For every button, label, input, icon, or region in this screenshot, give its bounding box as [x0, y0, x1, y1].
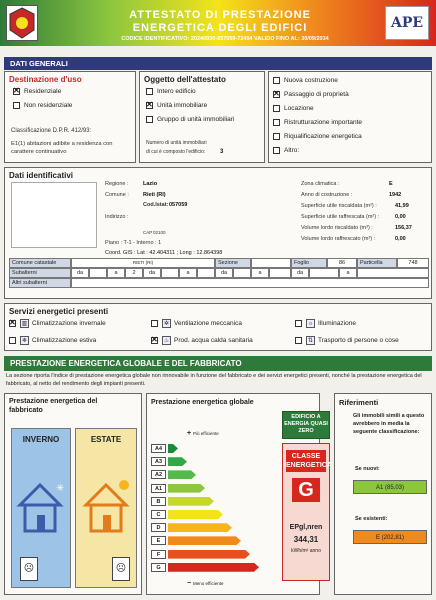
destinazione-box: [4, 71, 136, 163]
checkbox-non-residenziale[interactable]: [13, 102, 20, 109]
globale-title: Prestazione energetica globale: [151, 399, 254, 406]
regione-value: Lazio: [143, 181, 158, 187]
section-dati-generali: DATI GENERALI: [4, 57, 432, 70]
checkbox-clima-invernale[interactable]: [9, 320, 16, 327]
fabbricato-title: Prestazione energetica del fabbricato: [9, 398, 98, 414]
energy-class-label: E: [151, 536, 166, 545]
energy-class-scale: [151, 444, 281, 579]
estate-panel: [75, 428, 137, 588]
option-gruppo-unita[interactable]: Gruppo di unità immobiliari: [146, 116, 234, 123]
energy-class-e: [151, 536, 281, 545]
ep-label: EPgl,nren: [289, 524, 323, 531]
energy-class-a2: [151, 470, 281, 479]
prestazione-intro: La sezione riporta l'indice di prestazione energetica globale non rinnovabile in funzione del fabbricato e dei servizi energetici presenti, nonché la prestazione energetica del fabbricato, al netto del rendimento degli impianti presenti.: [6, 373, 422, 387]
checkbox-passaggio-proprieta[interactable]: [273, 91, 280, 98]
comune-catastale-label: Comune catastale: [9, 258, 71, 268]
servizio-clima-invernale[interactable]: ✕▥ Climatizzazione invernale: [9, 319, 106, 328]
fan-icon: ✲: [163, 321, 170, 327]
oggetto-box: [139, 71, 265, 163]
energy-class-a3: [151, 457, 281, 466]
cap-value: 02100: [153, 230, 166, 235]
checkbox-nuova-costruzione[interactable]: [273, 77, 280, 84]
energy-class-label: A1: [151, 484, 166, 493]
servizio-trasporto[interactable]: ⇅ Trasporto di persone o cose: [295, 336, 399, 345]
numero-unita-label-2: di cui è composto l'edificio:: [146, 149, 206, 155]
classe-panel: [282, 443, 330, 581]
energy-class-label: G: [151, 563, 166, 572]
energy-class-bar: [168, 550, 250, 559]
inverno-panel: [11, 428, 71, 588]
energy-class-label: C: [151, 510, 166, 519]
estate-label: ESTATE: [90, 435, 122, 444]
header-code-line: CODICE IDENTIFICATIVO: 20240930-057059-72494 VALIDO FINO AL: 30/09/2034: [121, 36, 329, 42]
anno-value: 1942: [389, 192, 402, 198]
checkbox-trasporto[interactable]: [295, 337, 302, 344]
energy-class-c: [151, 510, 281, 519]
riferimenti-text: Gli immobili simili a questo avrebbero in media la seguente classificazione:: [353, 413, 425, 435]
inverno-quality-icon: ☹: [20, 557, 38, 581]
checkbox-illuminazione[interactable]: [295, 320, 302, 327]
inverno-label: INVERNO: [22, 435, 60, 444]
se-esistenti-value: E (202,81): [353, 530, 427, 544]
header-title-2: ENERGETICA DEGLI EDIFICI: [132, 22, 308, 34]
checkbox-residenziale[interactable]: [13, 88, 20, 95]
numero-unita-label-1: Numero di unità immobiliari: [146, 140, 207, 146]
sup-raff-value: 0,00: [395, 214, 406, 220]
riferimenti-box: [334, 393, 432, 595]
energy-class-label: D: [151, 523, 166, 532]
fabbricato-box: [4, 393, 142, 595]
motivo-box: [268, 71, 432, 163]
ep-value: 344,31: [293, 535, 319, 544]
se-esistenti-label: Se esistenti:: [355, 516, 388, 522]
classificazione-label: Classificazione D.P.R. 412/93:: [11, 128, 92, 134]
elevator-icon: ⇅: [307, 338, 314, 344]
section-prestazione: PRESTAZIONE ENERGETICA GLOBALE E DEL FABBRICATO: [4, 356, 432, 371]
ape-logo: APE: [385, 6, 429, 40]
zona-value: E: [389, 181, 393, 187]
classificazione-value: E1(1) abitazioni adibite a residenza con carattere continuativo: [11, 141, 113, 155]
riferimenti-title: Riferimenti: [339, 398, 379, 407]
vol-risc-value: 156,37: [395, 225, 412, 231]
coord-gis: Coord. GIS : Lat : 42.404311 ; Long : 12.864398: [105, 250, 223, 256]
numero-unita-value: 3: [220, 149, 224, 155]
energy-class-b: [151, 497, 281, 506]
nzeb-badge: EDIFICIO A ENERGIA QUASI ZERO: [282, 411, 330, 439]
option-unita-immobiliare[interactable]: ✕Unità immobiliare: [146, 102, 207, 109]
comune-catastale-value: RIETI (RI): [71, 258, 215, 268]
servizi-box: [4, 303, 432, 351]
piano-interno: Piano : T-1 - Interno : 1: [105, 240, 162, 246]
checkbox-ristrutturazione[interactable]: [273, 119, 280, 126]
option-nuova-costruzione[interactable]: Nuova costruzione: [273, 77, 338, 84]
checkbox-altro[interactable]: [273, 147, 280, 154]
building-photo-placeholder: [11, 182, 97, 248]
dati-identificativi-title: Dati identificativi: [9, 171, 74, 180]
option-locazione[interactable]: Locazione: [273, 105, 314, 112]
checkbox-gruppo-unita[interactable]: [146, 116, 153, 123]
house-summer-icon: [76, 471, 138, 541]
energy-class-bar: [168, 563, 259, 572]
energy-class-label: A3: [151, 457, 166, 466]
energy-class-bar: [168, 523, 232, 532]
energy-class-label: A2: [151, 470, 166, 479]
energy-class-g: [151, 563, 281, 572]
option-intero-edificio[interactable]: Intero edificio: [146, 88, 196, 95]
se-nuovi-value: A1 (85,03): [353, 480, 427, 494]
energy-class-a1: [151, 484, 281, 493]
oggetto-title: Oggetto dell'attestato: [144, 75, 226, 84]
energy-class-f: [151, 550, 281, 559]
energy-class-bar: [168, 457, 187, 466]
checkbox-riqualificazione[interactable]: [273, 133, 280, 140]
energy-class-bar: [168, 444, 178, 453]
servizio-ventilazione[interactable]: ✲ Ventilazione meccanica: [151, 319, 242, 328]
vol-raff-value: 0,00: [395, 236, 406, 242]
option-residenziale[interactable]: ✕Residenziale: [13, 88, 61, 95]
particella-value: 748: [397, 258, 429, 268]
servizio-clima-estiva[interactable]: ❄ Climatizzazione estiva: [9, 336, 96, 345]
se-nuovi-label: Se nuovi:: [355, 466, 380, 472]
cod-istat-value: 057059: [169, 202, 188, 208]
servizi-title: Servizi energetici presenti: [9, 307, 109, 316]
option-altro[interactable]: Altro:: [273, 147, 299, 154]
energy-class-bar: [168, 536, 241, 545]
destinazione-title: Destinazione d'uso: [9, 75, 82, 84]
comune-value: Rieti (RI): [143, 192, 166, 198]
checkbox-locazione[interactable]: [273, 105, 280, 112]
classe-value: G: [292, 478, 320, 502]
svg-text:✳: ✳: [56, 483, 65, 494]
meno-efficiente-label: − Meno efficiente: [187, 580, 224, 587]
option-non-residenziale[interactable]: Non residenziale: [13, 102, 72, 109]
tap-icon: ♨: [163, 338, 170, 344]
header-title-1: ATTESTATO DI PRESTAZIONE: [129, 9, 311, 21]
energy-class-bar: [168, 497, 214, 506]
energy-class-d: [151, 523, 281, 532]
energy-class-bar: [168, 484, 205, 493]
checkbox-unita-immobiliare[interactable]: [146, 102, 153, 109]
subalterno-da-value: 2: [125, 268, 143, 278]
emblem-logo: [6, 5, 38, 41]
energy-class-bar: [168, 470, 196, 479]
classe-label: CLASSE ENERGETICA: [286, 450, 326, 472]
dati-identificativi-box: Dati identificativi Regione : Lazio Comune : Rieti (RI) Cod.Istat: 057059 Indirizzo : CAP 02100 Piano : T-1 - Interno : 1 Coord. GIS : Lat : 42.404311 ; Long : 12.864398 Zona climatica : E Anno di costruzione : 1942 Superficie utile riscaldata (m²) : 41,99 Superficie utile raffrescata (m²) : 0,00 Volume lordo riscaldato (m³) : 156,37 Volume lordo raffrescato (m³) : 0,00 Comune catastale RIETI (RI) Sezione Foglio 86 Particella 748 Subalterni da a 2 da a da a da a Altri subalterni: [4, 167, 432, 299]
option-riqualificazione[interactable]: Riqualificazione energetica: [273, 133, 362, 140]
checkbox-ventilazione[interactable]: [151, 320, 158, 327]
energy-class-bar: [168, 510, 223, 519]
sup-risc-value: 41,99: [395, 203, 409, 209]
checkbox-clima-estiva[interactable]: [9, 337, 16, 344]
snowflake-icon: ❄: [21, 338, 28, 344]
ep-unit: kWh/m² anno: [291, 548, 321, 554]
foglio-value: 86: [327, 258, 357, 268]
energy-class-label: A4: [151, 444, 166, 453]
servizio-acqua-calda[interactable]: ✕ ♨ Prod. acqua calda sanitaria: [151, 336, 253, 345]
checkbox-intero-edificio[interactable]: [146, 88, 153, 95]
estate-quality-icon: ☹: [112, 557, 130, 581]
option-ristrutturazione[interactable]: Ristrutturazione importante: [273, 119, 362, 126]
piu-efficiente-label: + Più efficiente: [187, 430, 219, 437]
checkbox-acqua-calda[interactable]: [151, 337, 158, 344]
servizio-illuminazione[interactable]: ☼ Illuminazione: [295, 319, 356, 328]
house-winter-icon: [12, 471, 72, 541]
energy-class-a4: [151, 444, 281, 453]
radiator-icon: ▥: [21, 321, 28, 327]
energy-class-label: F: [151, 550, 166, 559]
energy-class-label: B: [151, 497, 166, 506]
option-passaggio-proprieta[interactable]: ✕Passaggio di proprietà: [273, 91, 349, 98]
lightbulb-icon: ☼: [307, 321, 314, 327]
